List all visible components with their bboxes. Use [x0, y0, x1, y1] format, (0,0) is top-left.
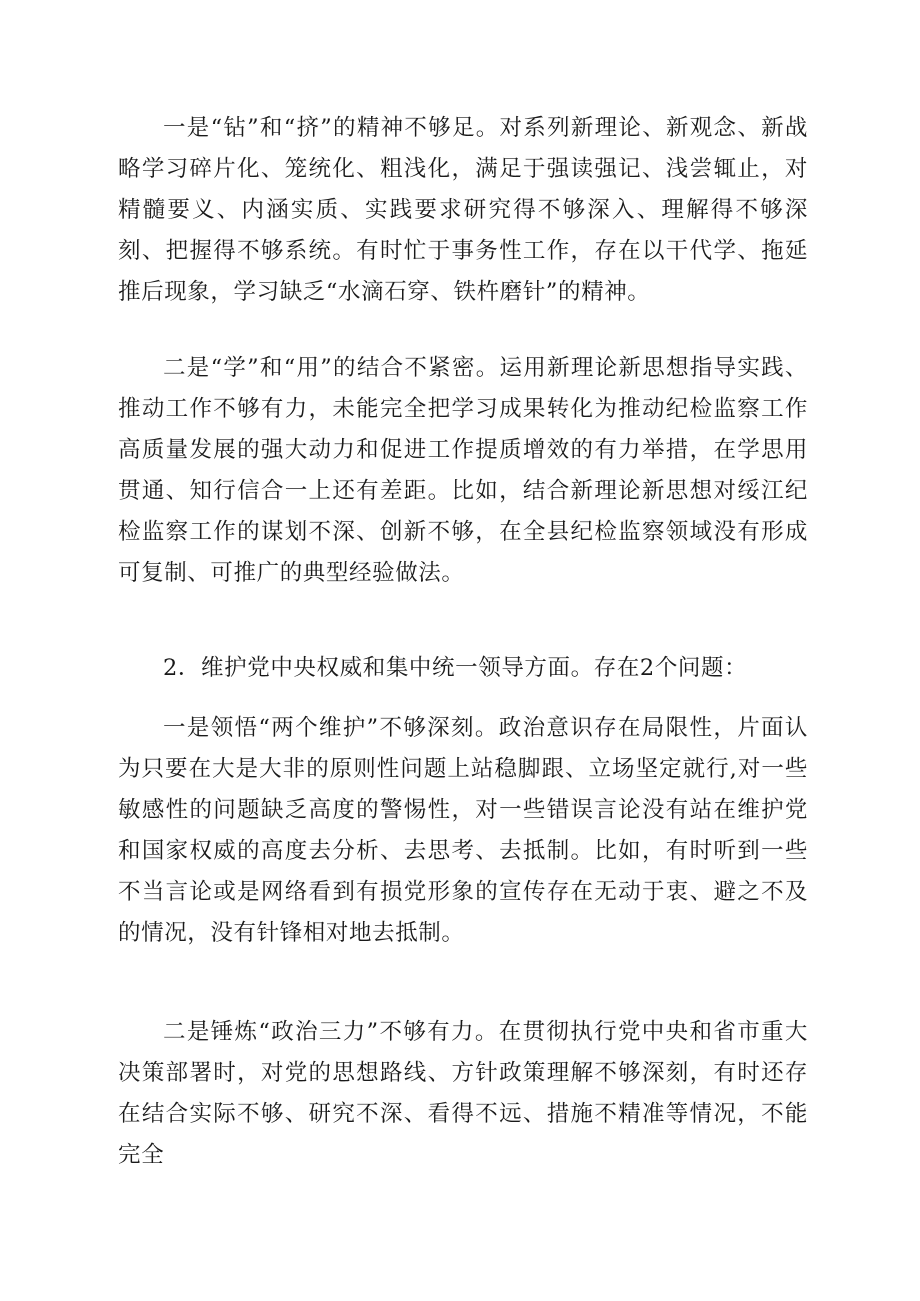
- paragraph-political-capability: 二是锤炼“政治三力”不够有力。在贯彻执行党中央和省市重大决策部署时，对党的思想路线、方针政策理解不够深刻，有时还存在结合实际不够、研究不深、看得不远、措施不精准等情况，不能完全: [118, 1019, 808, 1168]
- paragraph-study-application: 二是“学”和“用”的结合不紧密。运用新理论新思想指导实践、推动工作不够有力，未能完全把学习成果转化为推动纪检监察工作高质量发展的强大动力和促进工作提质增效的有力举措，在学思用贯通、知行信合一上还有差距。比如，结合新理论新思想对绥江纪检监察工作的谋划不深、创新不够，在全县纪检监察领域没有形成可复制、可推广的典型经验做法。: [118, 355, 808, 586]
- section-heading-2: 2．维护党中央权威和集中统一领导方面。存在2个问题：: [163, 655, 748, 681]
- paragraph-study-spirit: 一是“钻”和“挤”的精神不够足。对系列新理论、新观念、新战略学习碎片化、笼统化、粗浅化，满足于强读强记、浅尝辄止，对精髓要义、内涵实质、实践要求研究得不够深入、理解得不够深刻、把握得不够系统。有时忙于事务性工作，存在以干代学、拖延推后现象，学习缺乏“水滴石穿、铁杵磨针”的精神。: [118, 115, 808, 305]
- paragraph-two-safeguards: 一是领悟“两个维护”不够深刻。政治意识存在局限性，片面认为只要在大是大非的原则性问题上站稳脚跟、立场坚定就行,对一些敏感性的问题缺乏高度的警惕性，对一些错误言论没有站在维护党和国家权威的高度去分析、去思考、去抵制。比如，有时听到一些不当言论或是网络看到有损党形象的宣传存在无动于衷、避之不及的情况，没有针锋相对地去抵制。: [118, 715, 808, 946]
